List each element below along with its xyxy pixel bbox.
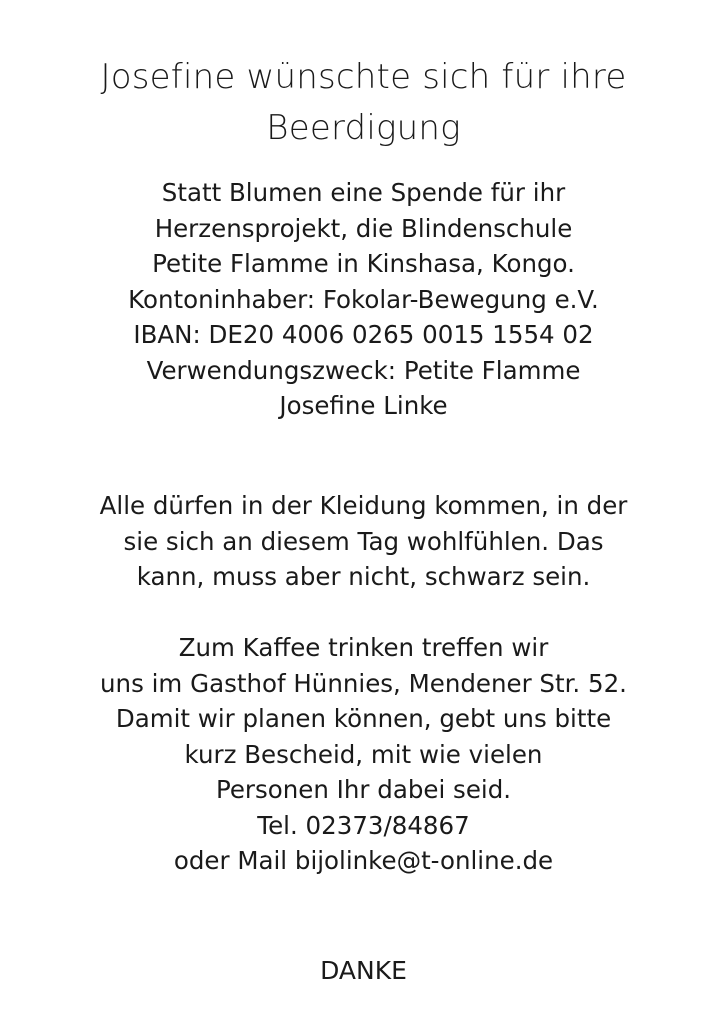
coffee-line: uns im Gasthof Hünnies, Mendener Str. 52.: [100, 668, 627, 698]
account-holder-line: Kontoninhaber: Fokolar-Bewegung e.V.: [128, 284, 599, 314]
clothing-paragraph: [0, 488, 727, 595]
coffee-line: Personen Ihr dabei seid.: [215, 775, 512, 804]
donation-line: Statt Blumen eine Spende für ihr: [161, 178, 566, 207]
donation-line: Petite Flamme in Kinshasa, Kongo.: [152, 249, 575, 278]
coffee-paragraph: [0, 630, 727, 879]
clothing-line: Alle dürfen in der Kleidung kommen, in der: [99, 491, 628, 520]
phone-line: Tel. 02373/84867: [257, 810, 470, 840]
clothing-line: kann, muss aber nicht, schwarz sein.: [136, 562, 591, 591]
coffee-line: Damit wir planen können, gebt uns bitte: [115, 704, 612, 733]
donation-paragraph: [0, 175, 727, 424]
coffee-line: Zum Kaffee trinken treffen wir: [178, 633, 549, 662]
iban-line: IBAN: DE20 4006 0265 0015 1554 02: [133, 320, 594, 349]
payment-reference-line: Josefine Linke: [279, 391, 448, 420]
heading-line: Beerdigung: [266, 108, 461, 148]
heading: [0, 52, 727, 154]
clothing-line: sie sich an diesem Tag wohlfühlen. Das: [123, 526, 604, 556]
heading-line: Josefine wünschte sich für ihre: [100, 57, 627, 97]
coffee-line: kurz Bescheid, mit wie vielen: [184, 739, 543, 769]
email-line: oder Mail bijolinke@t-online.de: [173, 846, 554, 875]
thanks-closing: DANKE: [320, 956, 407, 985]
donation-line: Herzensprojekt, die Blindenschule: [154, 213, 573, 243]
payment-reference-line: Verwendungszweck: Petite Flamme: [146, 355, 581, 385]
